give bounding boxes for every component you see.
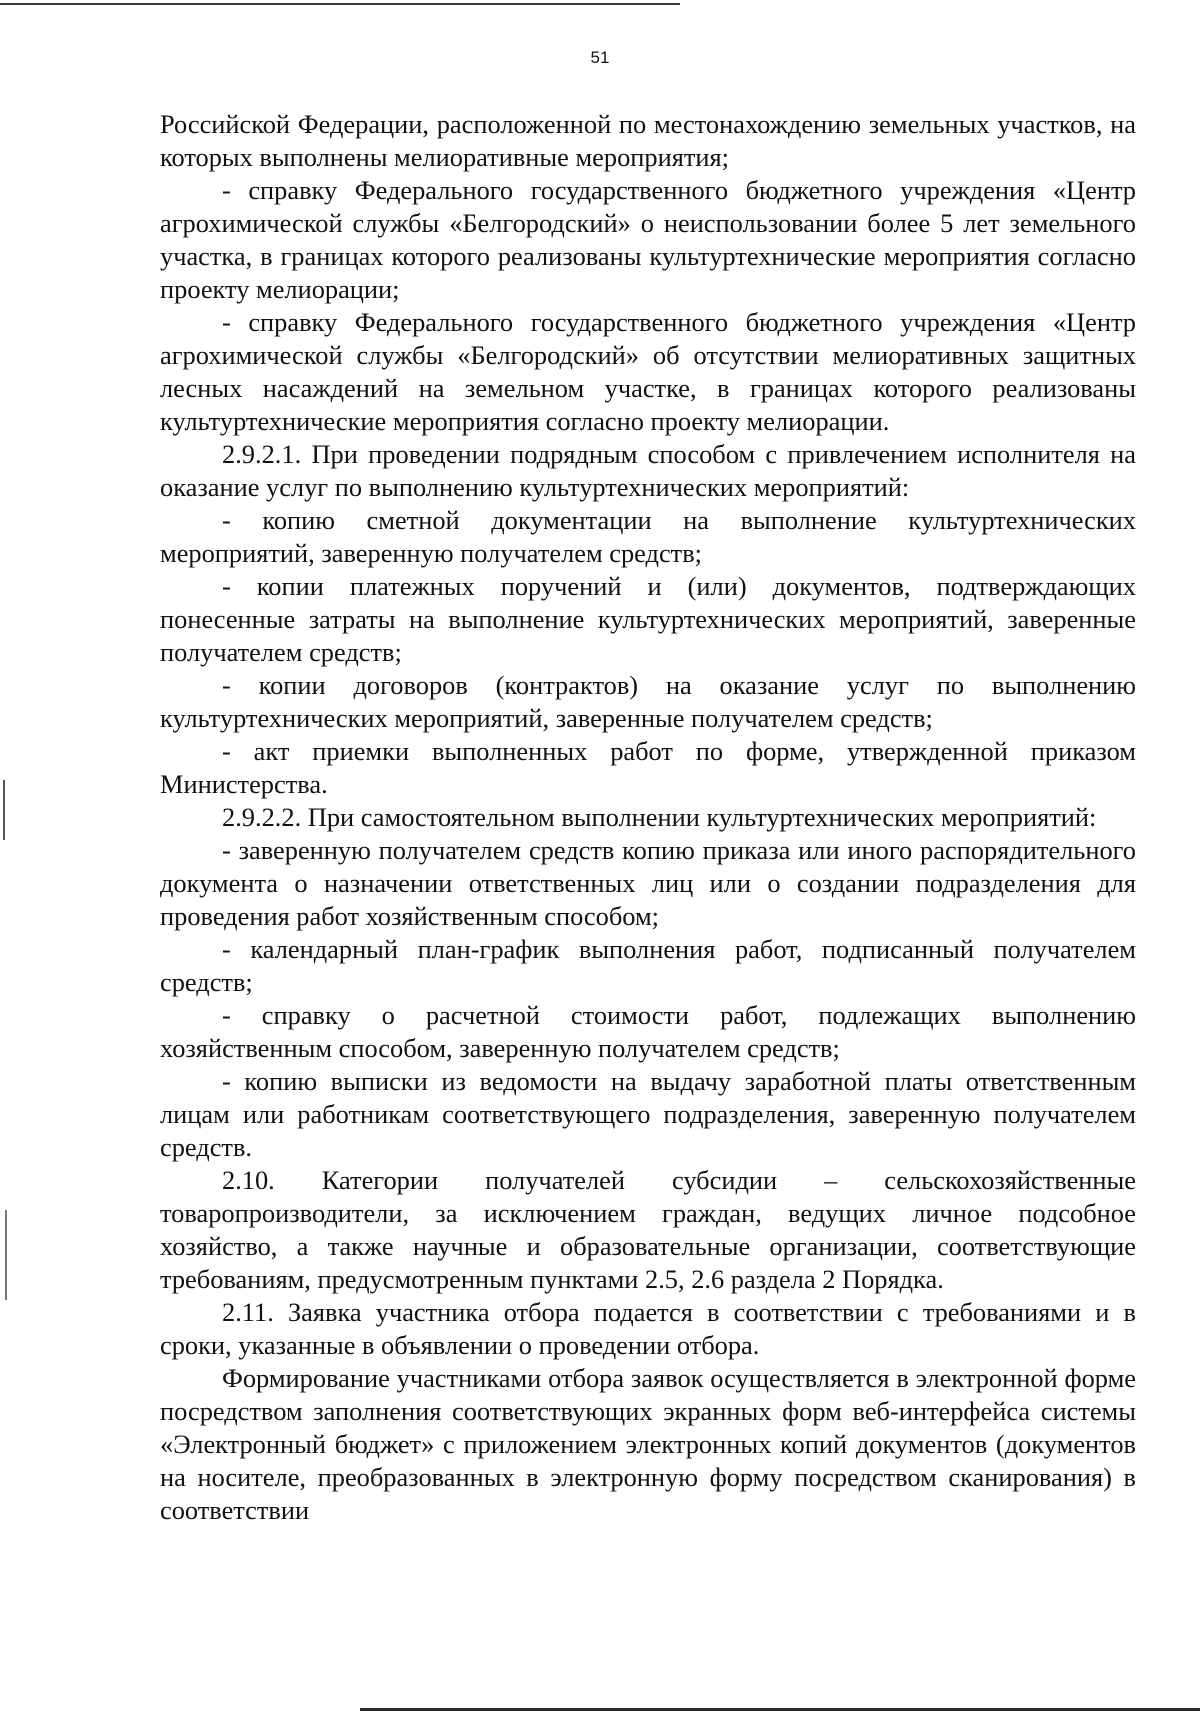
paragraph: - копию сметной документации на выполнение культуртехнических мероприятий, заверенную получателем средств;: [160, 505, 1136, 568]
paragraph: Формирование участниками отбора заявок осуществляется в электронной форме посредством заполнения соответствующих экранных форм веб-интерфейса системы «Электронный бюджет» с приложением электронных копий документов (документов на носителе, преобразованных в электронную форму посредством сканирования) в соответствии: [160, 1363, 1136, 1525]
scan-mark-left: [3, 780, 5, 840]
paragraph: 2.9.2.2. При самостоятельном выполнении культуртехнических мероприятий:: [222, 802, 1097, 832]
document-body: [160, 108, 1136, 1527]
paragraph: 2.9.2.1. При проведении подрядным способом с привлечением исполнителя на оказание услуг по выполнению культуртехнических мероприятий:: [160, 439, 1136, 502]
paragraph: 2.11. Заявка участника отбора подается в соответствии с требованиями и в сроки, указанные в объявлении о проведении отбора.: [160, 1297, 1136, 1360]
paragraph: - справку Федерального государственного бюджетного учреждения «Центр агрохимической службы «Белгородский» об отсутствии мелиоративных защитных лесных насаждений на земельном участке, в границах которого реализованы культуртехнические мероприятия согласно проекту мелиорации.: [160, 307, 1136, 436]
scan-mark-left: [5, 1210, 7, 1300]
paragraph: - справку о расчетной стоимости работ, подлежащих выполнению хозяйственным способом, заверенную получателем средств;: [160, 1000, 1136, 1063]
scan-edge-bottom: [360, 1708, 1200, 1711]
paragraph: - календарный план-график выполнения работ, подписанный получателем средств;: [160, 934, 1136, 997]
paragraph: - копии платежных поручений и (или) документов, подтверждающих понесенные затраты на выполнение культуртехнических мероприятий, заверенные получателем средств;: [160, 571, 1136, 667]
paragraph: - копии договоров (контрактов) на оказание услуг по выполнению культуртехнических мероприятий, заверенные получателем средств;: [160, 670, 1136, 733]
scan-edge-top: [0, 3, 680, 5]
paragraph: - заверенную получателем средств копию приказа или иного распорядительного документа о назначении ответственных лиц или о создании подразделения для проведения работ хозяйственным способом;: [160, 835, 1136, 931]
paragraph: - копию выписки из ведомости на выдачу заработной платы ответственным лицам или работникам соответствующего подразделения, заверенную получателем средств.: [160, 1066, 1136, 1162]
page-number: 51: [590, 48, 610, 67]
paragraph: - акт приемки выполненных работ по форме, утвержденной приказом Министерства.: [160, 736, 1136, 799]
paragraph: Российской Федерации, расположенной по местонахождению земельных участков, на которых выполнены мелиоративные мероприятия;: [160, 109, 1136, 172]
paragraph: 2.10. Категории получателей субсидии – сельскохозяйственные товаропроизводители, за исключением граждан, ведущих личное подсобное хозяйство, а также научные и образовательные организации, соответствующие требованиям, предусмотренным пунктами 2.5, 2.6 раздела 2 Порядка.: [160, 1165, 1136, 1294]
paragraph: - справку Федерального государственного бюджетного учреждения «Центр агрохимической службы «Белгородский» о неиспользовании более 5 лет земельного участка, в границах которого реализованы культуртехнические мероприятия согласно проекту мелиорации;: [160, 175, 1136, 304]
